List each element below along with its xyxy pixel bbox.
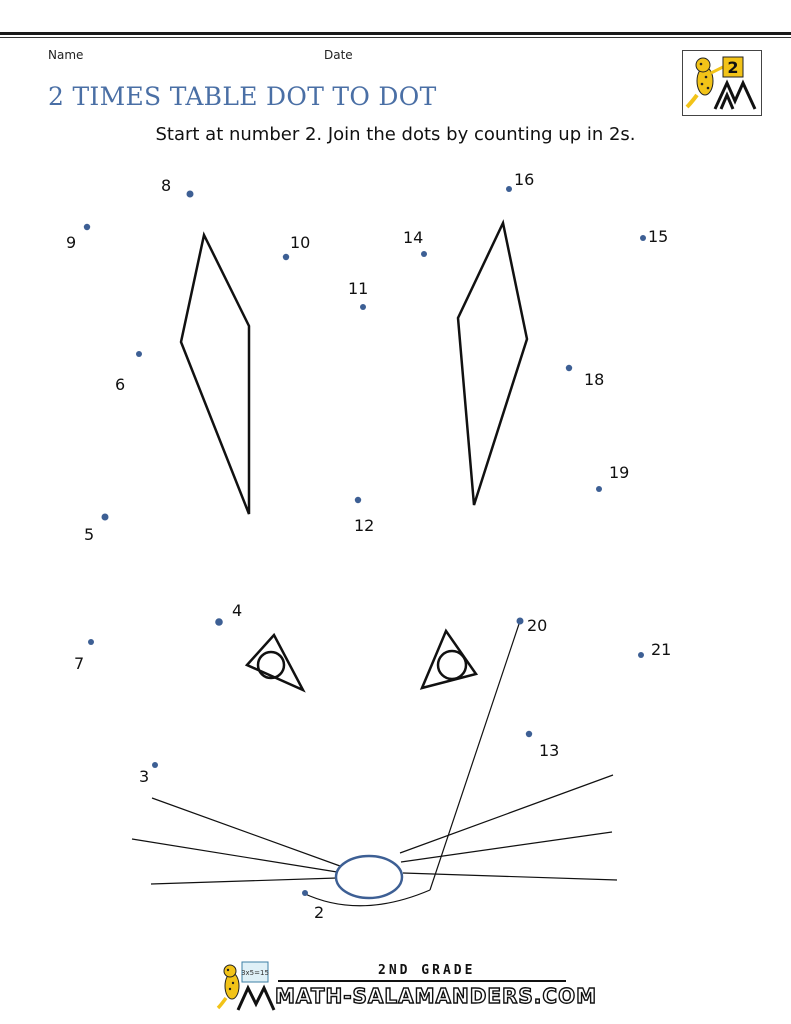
dot-label-8: 8 <box>161 176 172 195</box>
dot-3[interactable] <box>152 762 158 768</box>
dot-label-5: 5 <box>84 525 95 544</box>
dot-12[interactable] <box>355 497 361 503</box>
dot-label-10: 10 <box>290 233 311 252</box>
page-title: 2 TIMES TABLE DOT TO DOT <box>48 82 437 111</box>
dot-label-13: 13 <box>539 741 560 760</box>
dot-15[interactable] <box>640 235 646 241</box>
dot-label-4: 4 <box>232 601 243 620</box>
dot-8[interactable] <box>187 191 194 198</box>
dot-label-18: 18 <box>584 370 605 389</box>
dot-21[interactable] <box>638 652 644 658</box>
dot-label-14: 14 <box>403 228 424 247</box>
dot-10[interactable] <box>283 254 289 260</box>
dot-label-21: 21 <box>651 640 672 659</box>
dot-20[interactable] <box>517 618 524 625</box>
dot-14[interactable] <box>421 251 427 257</box>
logo-number: 2 <box>727 58 739 77</box>
whiskers <box>132 775 617 884</box>
name-label: Name <box>48 48 84 62</box>
footer-salamander-logo <box>216 958 280 1016</box>
salamander-icon <box>218 965 239 1008</box>
badge-text: 3x5=15 <box>241 969 269 977</box>
dot-label-12: 12 <box>354 516 375 535</box>
left-ear <box>181 235 249 514</box>
dot-label-2: 2 <box>314 903 325 922</box>
dot-5[interactable] <box>102 514 109 521</box>
dot-label-9: 9 <box>66 233 77 252</box>
dot-7[interactable] <box>88 639 94 645</box>
dot-16[interactable] <box>506 186 512 192</box>
dot-label-16: 16 <box>514 170 535 189</box>
dot-6[interactable] <box>136 351 142 357</box>
footer-grade: 2ND GRADE <box>378 963 476 978</box>
instructions: Start at number 2. Join the dots by counting up in 2s. <box>155 124 636 145</box>
nose <box>336 856 402 898</box>
dot-label-3: 3 <box>139 767 150 786</box>
dot-19[interactable] <box>596 486 602 492</box>
right-ear <box>458 223 527 505</box>
dot-label-6: 6 <box>115 375 126 394</box>
dot-label-15: 15 <box>648 227 669 246</box>
footer-site-link[interactable]: MATH-SALAMANDERS.COM <box>275 984 597 1008</box>
dot-label-11: 11 <box>348 279 369 298</box>
dot-4[interactable] <box>215 618 223 626</box>
left-eye <box>247 635 303 690</box>
dot-11[interactable] <box>360 304 366 310</box>
dot-label-20: 20 <box>527 616 548 635</box>
dot-2[interactable] <box>302 890 308 896</box>
right-eye <box>422 631 476 688</box>
dot-label-7: 7 <box>74 654 85 673</box>
m-letter-icon <box>238 988 274 1010</box>
dot-labels <box>66 170 671 922</box>
guide-line <box>430 621 520 890</box>
dot-18[interactable] <box>566 365 572 371</box>
date-label: Date <box>324 48 353 62</box>
footer-divider <box>278 980 566 982</box>
dot-13[interactable] <box>526 731 532 737</box>
dot-9[interactable] <box>84 224 90 230</box>
dot-label-19: 19 <box>609 463 630 482</box>
